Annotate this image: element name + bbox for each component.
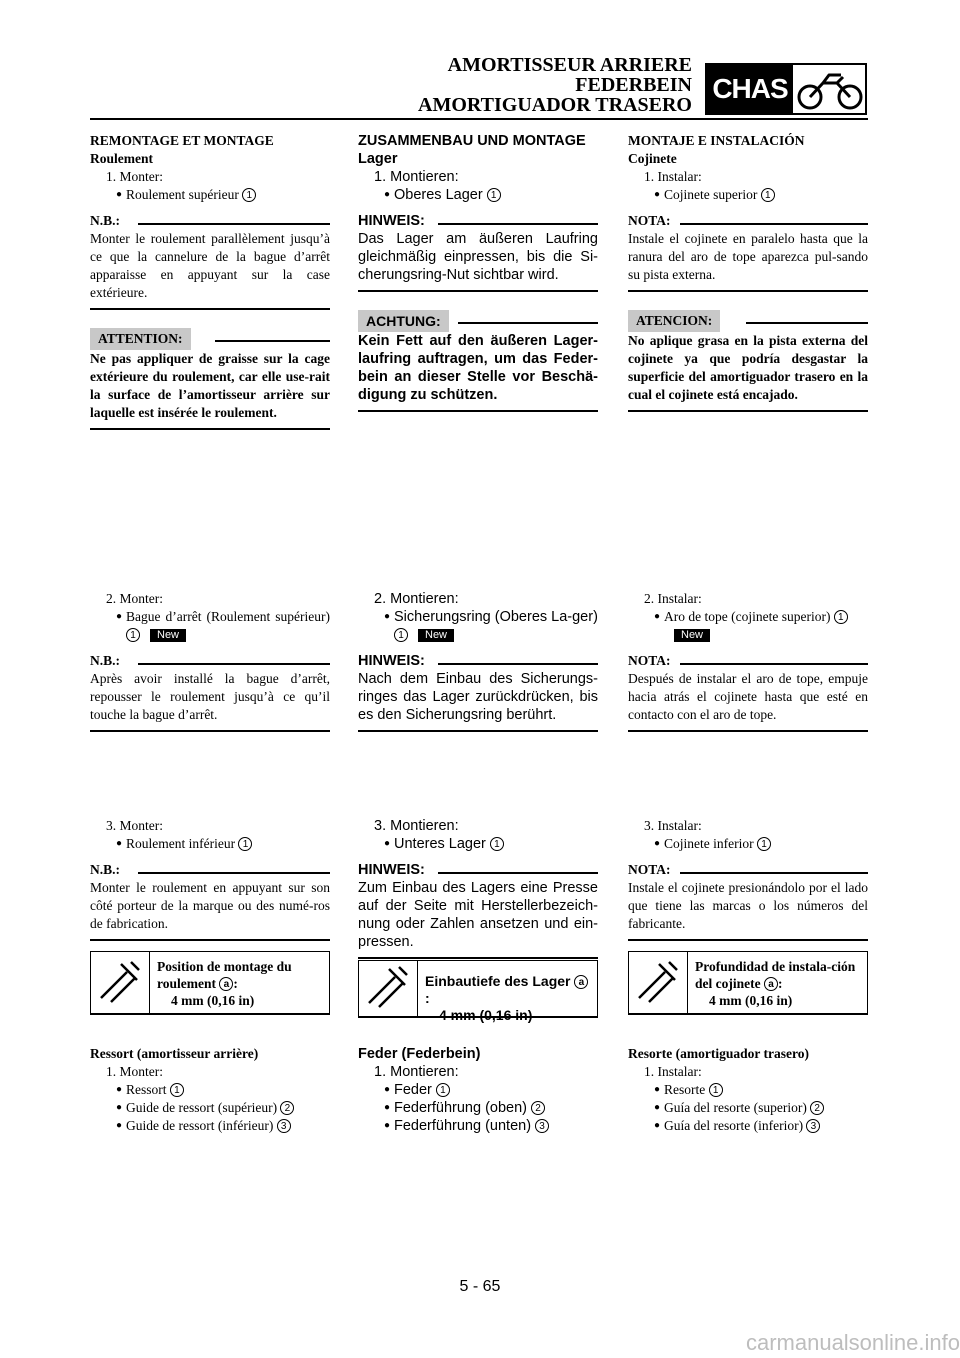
note-header: HINWEIS: <box>358 652 598 670</box>
column-de-step2 <box>358 590 598 732</box>
step: 1. Monter: <box>106 1064 163 1079</box>
column-de <box>358 132 598 412</box>
spec-box <box>628 951 868 1015</box>
step: 1. Instalar: <box>644 169 702 184</box>
wrench-icon <box>629 952 688 1013</box>
heading: MONTAJE E INSTALACIÓN <box>628 133 805 148</box>
step: 2. Instalar: <box>644 591 702 606</box>
note-text: Instale el cojinete en paralelo hasta que la ranura del aro de tope aparezca pul-sando su pista externa. <box>628 231 868 282</box>
list-item: ● Feder 1 <box>358 1081 598 1099</box>
list-item: ● Guía del resorte (superior) 2 <box>628 1099 868 1117</box>
watermark: carmanualsonline.info <box>745 1330 960 1355</box>
list-item: ● Guide de ressort (inférieur) 3 <box>90 1117 330 1135</box>
subheading: Ressort (amortisseur arrière) <box>90 1046 259 1061</box>
spec-box <box>358 960 598 1023</box>
column-de-spring <box>358 1045 598 1135</box>
step: 2. Monter: <box>106 591 163 606</box>
list-item: ● Federführung (unten) 3 <box>358 1117 598 1135</box>
caution-header: ATTENTION: <box>90 328 330 350</box>
section-badge <box>705 63 867 115</box>
section-label: CHAS <box>707 65 793 113</box>
note-text: Monter le roulement parallèlement jusqu’à ce que la cannelure de la bague d’arrêt apparaisse en appuyant sur la case extérieure. <box>90 231 330 300</box>
list-item: ● Guide de ressort (supérieur) 2 <box>90 1099 330 1117</box>
list-item: ● Ressort 1 <box>90 1081 330 1099</box>
step-item: ● Sicherungsring (Oberes La-ger) 1 New <box>384 609 598 641</box>
list-item: ● Resorte 1 <box>628 1081 868 1099</box>
step-item: ● Roulement inférieur 1 <box>90 835 330 853</box>
note-text: Después de instalar el aro de tope, empuje hacia atrás el cojinete hasta que esté en contacto con el aro de tope. <box>628 671 868 722</box>
caution-text: No aplique grasa en la pista externa del cojinete ya que podría desgastar la superficie del amortiguador trasero en la cual el cojinete está encajado. <box>628 333 868 402</box>
title-es: AMORTIGUADOR TRASERO <box>418 94 692 116</box>
step: 1. Montieren: <box>374 1064 459 1080</box>
subheading: Cojinete <box>628 151 677 166</box>
wrench-icon <box>359 961 418 1016</box>
caution-text: Ne pas appliquer de graisse sur la cage extérieure du roulement, car elle use-rait la surface de l’amortisseur arrière sur laquelle est insérée le roulement. <box>90 351 330 420</box>
step: 3. Montieren: <box>374 818 459 834</box>
column-es <box>628 132 868 412</box>
note-header: N.B.: <box>90 861 330 879</box>
note-header: N.B.: <box>90 212 330 230</box>
column-fr-spring <box>90 1045 330 1135</box>
note-text: Zum Einbau des Lagers eine Presse auf der Seite mit Herstellerbezeich-nung oder Zahlen ansetzen und ein-pressen. <box>358 880 598 950</box>
column-es-spring <box>628 1045 868 1135</box>
page-number: 5 - 65 <box>459 1278 501 1295</box>
step-item: ● Oberes Lager 1 <box>358 186 598 204</box>
spec-text: Profundidad de instala-ción del cojinete a : 4 mm (0,16 in) <box>695 959 856 1008</box>
header-rule <box>90 118 868 120</box>
note-text: Das Lager am äußeren Laufring gleichmäßig einpressen, bis die Si-cherungsring-Nut sichtbar wird. <box>358 231 598 283</box>
subheading: Lager <box>358 151 398 167</box>
column-de-step3 <box>358 817 598 959</box>
note-text: Après avoir installé la bague d’arrêt, repousser le roulement jusqu’à ce qu’il touche la bague d’arrêt. <box>90 671 330 722</box>
heading: ZUSAMMENBAU UND MONTAGE <box>358 133 586 149</box>
heading: REMONTAGE ET MONTAGE <box>90 133 274 148</box>
step-item: ● Unteres Lager 1 <box>358 835 598 853</box>
motorcycle-icon <box>795 67 865 113</box>
step: 3. Instalar: <box>644 818 702 833</box>
subheading: Feder (Federbein) <box>358 1046 481 1062</box>
step-item: ● Cojinete inferior 1 <box>628 835 868 853</box>
subheading: Roulement <box>90 151 153 166</box>
step-item: ● Bague d’arrêt (Roulement supérieur) 1 New <box>116 609 330 641</box>
wrench-icon <box>91 952 150 1013</box>
spec-text: Einbautiefe des Lager a: 4 mm (0,16 in) <box>425 973 589 1024</box>
note-header: HINWEIS: <box>358 212 598 230</box>
column-fr-step2 <box>90 590 330 732</box>
step: 1. Instalar: <box>644 1064 702 1079</box>
title-fr: AMORTISSEUR ARRIERE <box>447 54 692 76</box>
column-fr <box>90 132 330 430</box>
caution-text: Kein Fett auf den äußeren Lager-laufring auftragen, um das Feder-bein an dieser Stelle vor Beschä-digung zu schützen. <box>358 333 598 403</box>
note-text: Nach dem Einbau des Sicherungs-ringes das Lager zurückdrücken, bis es den Sicherungsring berührt. <box>358 671 598 723</box>
note-header: NOTA: <box>628 861 868 879</box>
step-item: ● Aro de tope (cojinete superior) 1New <box>628 608 868 644</box>
column-es-step3 <box>628 817 868 941</box>
note-header: NOTA: <box>628 652 868 670</box>
title-de: FEDERBEIN <box>575 74 692 96</box>
column-fr-step3 <box>90 817 330 941</box>
note-header: NOTA: <box>628 212 868 230</box>
caution-header: ACHTUNG: <box>358 310 598 332</box>
caution-header: ATENCION: <box>628 310 868 332</box>
step: 1. Monter: <box>106 169 163 184</box>
column-es-step2 <box>628 590 868 732</box>
list-item: ● Guía del resorte (inferior) 3 <box>628 1117 868 1135</box>
step: 2. Montieren: <box>374 591 459 607</box>
subheading: Resorte (amortiguador trasero) <box>628 1046 809 1061</box>
note-header: HINWEIS: <box>358 861 598 879</box>
spec-box <box>90 951 330 1015</box>
step-item: ● Cojinete superior 1 <box>628 186 868 204</box>
step: 3. Monter: <box>106 818 163 833</box>
list-item: ● Federführung (oben) 2 <box>358 1099 598 1117</box>
note-text: Instale el cojinete presionándolo por el lado que tiene las marcas o los números del fabricante. <box>628 880 868 931</box>
spec-text: Position de montage du roulement a : 4 mm (0,16 in) <box>157 959 292 1008</box>
note-text: Monter le roulement en appuyant sur son côté porteur de la marque ou des numé-ros de fabrication. <box>90 880 330 931</box>
step: 1. Montieren: <box>374 169 459 185</box>
step-item: ● Roulement supérieur 1 <box>90 186 330 204</box>
note-header: N.B.: <box>90 652 330 670</box>
